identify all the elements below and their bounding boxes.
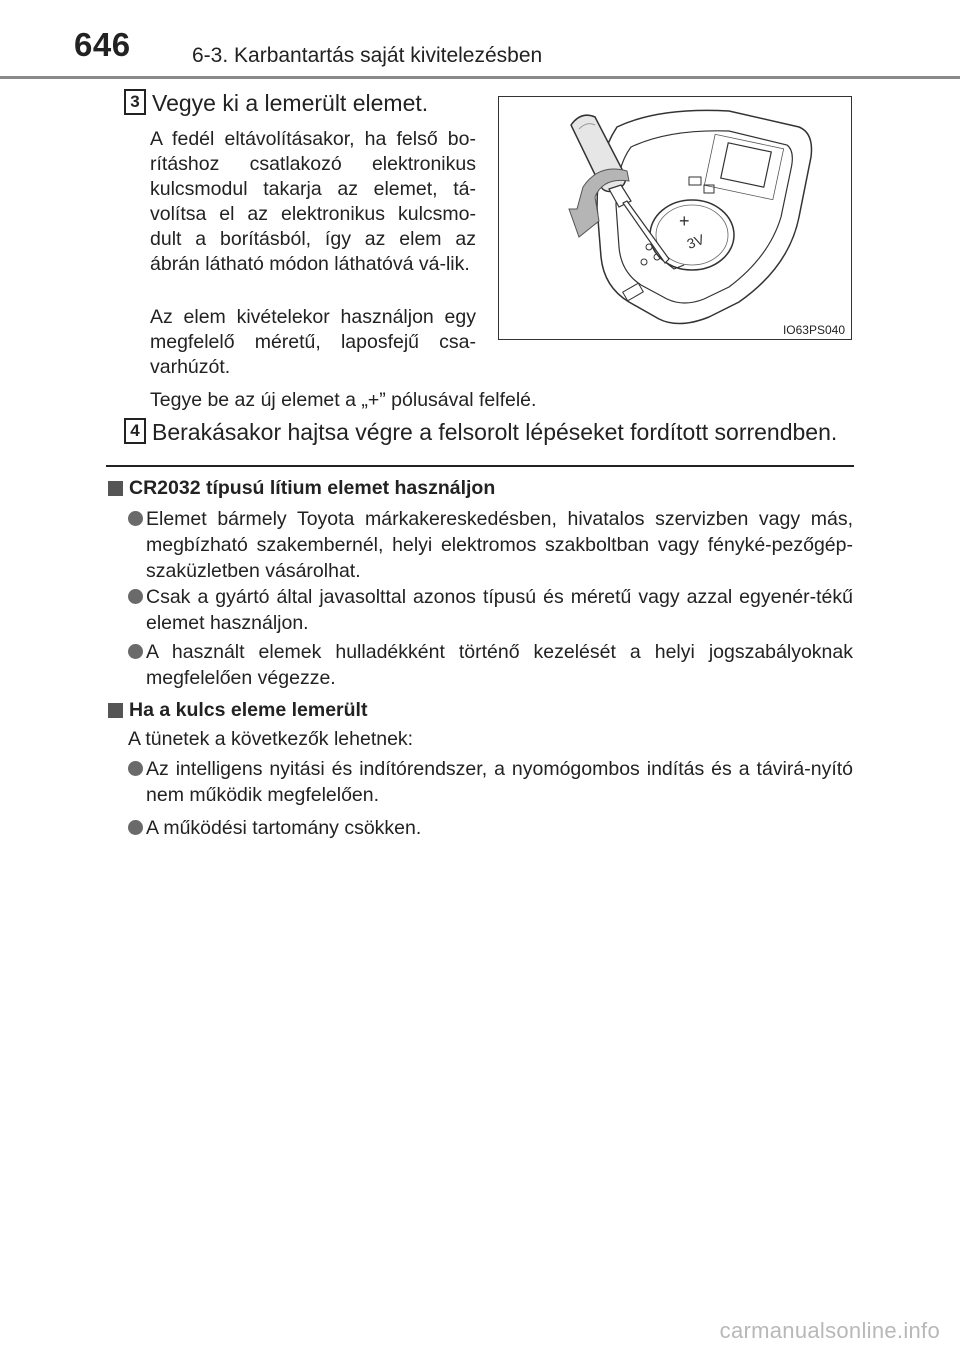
watermark: carmanualsonline.info [719, 1318, 940, 1343]
circle-bullet-icon [128, 820, 143, 835]
step-4-badge: 4 [124, 418, 146, 444]
key-battery-illustration [498, 96, 852, 340]
step-3-title: Vegye ki a lemerült elemet. [152, 90, 429, 116]
list-item: Csak a gyártó által javasolttal azonos típusú és méretű vagy azzal egyenér-tékű elemet használjon. [128, 584, 853, 636]
note-intro: A tünetek a következők lehetnek: [128, 728, 414, 750]
square-bullet-icon [108, 703, 123, 718]
step-3-paragraph-2: Az elem kivételekor használjon egy megfelelő méretű, laposfejű csa-varhúzót. [150, 306, 476, 378]
step-4-title: Berakásakor hajtsa végre a felsorolt lépéseket fordított sorrendben. [152, 419, 838, 445]
step-3-paragraph-1: A fedél eltávolításakor, ha felső bo-rításhoz csatlakozó elektronikus kulcsmodul takarja az elemet, tá-volítsa el az elektronikus kulcsmo-dult a borításból, így az elem az ábrán látható módon láthatóvá vá-lik. [150, 128, 476, 275]
battery-voltage-label: 3V [684, 231, 707, 252]
page-header [0, 0, 960, 80]
circle-bullet-icon [128, 511, 143, 526]
note-heading-dead-battery [108, 699, 367, 722]
note-heading-text: Ha a kulcs eleme lemerült [129, 699, 368, 721]
square-bullet-icon [108, 481, 123, 496]
figure-label: IO63PS040 [782, 323, 845, 337]
step-3-badge: 3 [124, 89, 146, 115]
circle-bullet-icon [128, 644, 143, 659]
circle-bullet-icon [128, 761, 143, 776]
battery-plus-label: + [679, 211, 690, 231]
header-rule [0, 76, 960, 79]
note-heading-text: CR2032 típusú lítium elemet használjon [129, 477, 496, 499]
list-item: Elemet bármely Toyota márkakereskedésben, hivatalos szervizben vagy más, megbízható szakembernél, helyi elektromos szakboltban vagy fényké-pezőgép-szaküzletben vásárolhat. [128, 506, 853, 584]
list-item: Az intelligens nyitási és indítórendszer, a nyomógombos indítás és a távirá-nyító nem működik megfelelően. [128, 756, 853, 808]
circle-bullet-icon [128, 589, 143, 604]
note-heading-battery-type [108, 477, 495, 500]
list-item: A használt elemek hulladékként történő kezelését a helyi jogszabályoknak megfelelően végezze. [128, 639, 853, 691]
list-item: A működési tartomány csökken. [128, 815, 853, 841]
section-divider [106, 465, 854, 467]
page-number: 646 [74, 26, 131, 63]
key-fob-drawing [499, 97, 850, 338]
step-3-paragraph-3: Tegye be az új elemet a „+” pólusával felfelé. [150, 389, 537, 411]
section-title: 6-3. Karbantartás saját kivitelezésben [192, 44, 543, 67]
